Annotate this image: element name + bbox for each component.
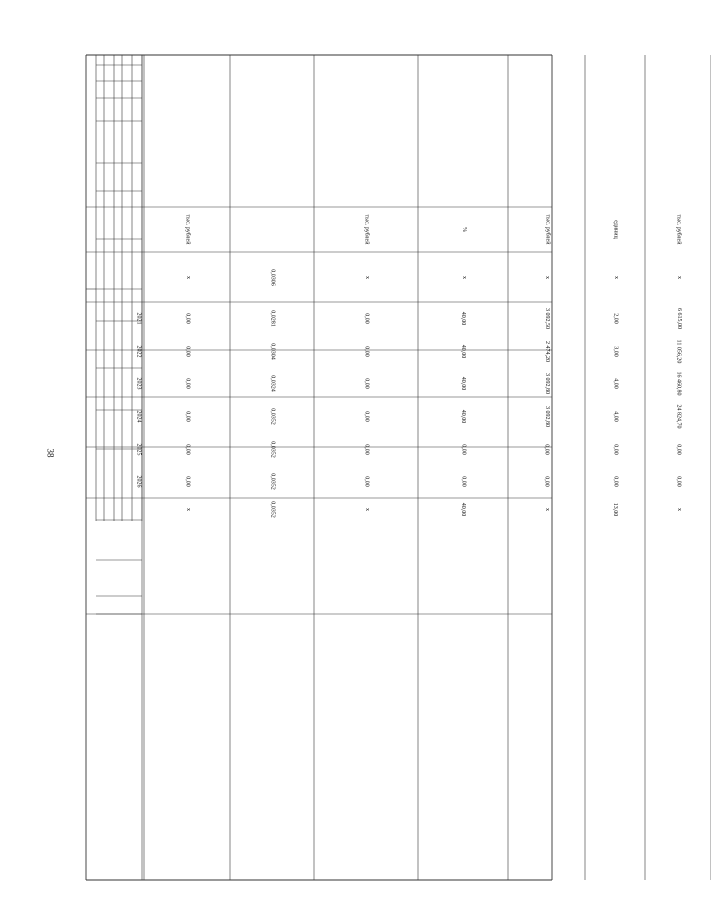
row-value: 0,0352 <box>269 473 276 490</box>
row-value: 3 092,80 <box>543 373 550 395</box>
row-value: 3,00 <box>612 345 619 357</box>
row-value: 0,00 <box>184 378 191 389</box>
final-header <box>86 498 142 521</box>
row-name <box>645 55 711 207</box>
row-final: 0,0352 <box>269 501 276 518</box>
row-final: х <box>363 507 370 511</box>
row-value: 0,00 <box>460 443 467 455</box>
row-name <box>418 55 508 207</box>
row-name <box>314 55 418 207</box>
row-value: 0,00 <box>543 443 550 455</box>
row-value: 0,0324 <box>269 375 276 392</box>
row-fin: х <box>184 275 191 279</box>
row-fin: 0,0306 <box>269 268 276 286</box>
row-value: 40,00 <box>460 376 467 391</box>
row-value: 0,00 <box>675 443 682 455</box>
row-value: 40,00 <box>460 409 467 424</box>
row-final: 13,00 <box>612 502 619 517</box>
row-name <box>230 55 314 207</box>
analytic-group-header <box>86 289 96 614</box>
row-value: 40,00 <box>460 344 467 358</box>
row-unit: тыс. рублей <box>675 214 682 245</box>
year-header-2023: 2023 <box>134 377 141 390</box>
row-unit: единиц <box>612 220 619 239</box>
row-fin: х <box>675 275 682 279</box>
row-value: 3 092,50 <box>543 307 550 329</box>
row-value: 0,00 <box>363 476 370 487</box>
year-header-2024: 2024 <box>134 410 141 423</box>
program-table <box>86 55 682 880</box>
row-value: 0,0304 <box>269 342 276 360</box>
row-value: 0,00 <box>363 378 370 389</box>
row-final: х <box>184 507 191 511</box>
row-value: 3 092,80 <box>543 405 550 427</box>
row-value: 2,00 <box>612 313 619 324</box>
row-value: 0,0352 <box>269 440 276 458</box>
row-value: 0,00 <box>184 345 191 357</box>
row-value: 0,00 <box>184 443 191 455</box>
row-value: 0,00 <box>184 476 191 487</box>
row-final: 40,00 <box>460 502 467 517</box>
row-value: 4,00 <box>612 378 619 389</box>
row-name <box>144 55 230 207</box>
row-value: 0,00 <box>184 313 191 324</box>
row-value: 40,00 <box>460 311 467 326</box>
name-header <box>86 55 142 207</box>
row-fin: х <box>612 275 619 279</box>
row-value: 0,0281 <box>269 310 276 327</box>
row-unit: % <box>460 226 467 232</box>
fin-header <box>86 252 142 302</box>
row-value: 0,00 <box>363 443 370 455</box>
row-value: 2 474,20 <box>543 340 550 362</box>
row-value: 16 460,80 <box>675 371 682 396</box>
year-header-2025: 2025 <box>134 442 141 455</box>
row-value: 0,00 <box>675 476 682 487</box>
row-value: 6 615,00 <box>675 307 682 329</box>
row-name <box>508 55 585 207</box>
row-value: 4,00 <box>612 411 619 422</box>
row-fin: х <box>363 275 370 279</box>
row-value: 0,00 <box>363 345 370 357</box>
year-header-2021: 2021 <box>134 312 141 325</box>
row-fin: х <box>460 275 467 279</box>
row-value: 0,00 <box>543 476 550 487</box>
row-value: 24 824,70 <box>675 404 682 429</box>
row-unit: тыс. рублей <box>363 214 370 245</box>
row-value: 0,00 <box>184 411 191 422</box>
unit-header <box>86 207 142 252</box>
row-value: 0,00 <box>363 411 370 422</box>
row-unit: тыс. рублей <box>184 214 191 245</box>
row-fin: х <box>543 275 550 279</box>
row-final: х <box>675 507 682 511</box>
year-header-2026: 2026 <box>134 475 141 488</box>
row-final: х <box>543 507 550 511</box>
row-value: 0,00 <box>612 476 619 487</box>
row-name <box>585 55 645 207</box>
year-header-2022: 2022 <box>134 344 141 357</box>
row-unit <box>230 207 314 252</box>
row-value: 0,00 <box>363 313 370 324</box>
row-value: 0,0352 <box>269 408 276 425</box>
row-value: 0,00 <box>460 476 467 487</box>
row-value: 11 056,20 <box>675 339 682 363</box>
row-value: 0,00 <box>612 443 619 455</box>
row-unit: тыс. рублей <box>543 214 550 245</box>
page-number: 38 <box>45 448 55 457</box>
